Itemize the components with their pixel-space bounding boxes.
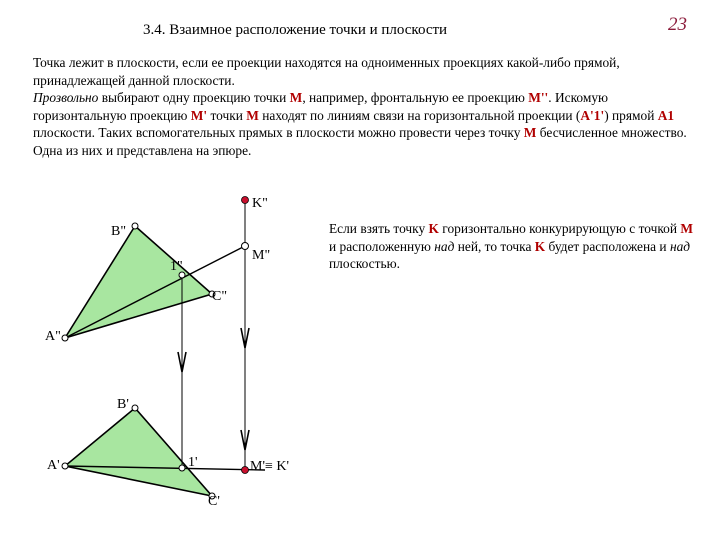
para-line1: Точка лежит в плоскости, если ее проекции находятся на одноименных проекциях какой-либо прямой, принадлежащей данной плоскости. bbox=[33, 55, 620, 88]
point-b2 bbox=[132, 223, 138, 229]
para-text: выбирают одну проекцию точки bbox=[98, 90, 290, 106]
point-m2 bbox=[242, 243, 249, 250]
note-point-k: K bbox=[534, 238, 546, 254]
para-point-m: M bbox=[246, 107, 259, 123]
label-m2: M" bbox=[252, 248, 271, 263]
page-title: 3.4. Взаимное расположение точки и плоскости bbox=[143, 22, 448, 38]
label-a2: A" bbox=[45, 329, 61, 344]
label-b1: B' bbox=[117, 397, 129, 412]
label-a1: A' bbox=[47, 458, 60, 473]
para-text: бесчисленное множество. Одна из них и представлена на эпюре. bbox=[33, 125, 687, 158]
para-text: , например, фронтальную ее проекцию bbox=[302, 90, 529, 106]
para-text: находят по линиям связи на горизонтальной проекции ( bbox=[258, 107, 581, 123]
page-number: 23 bbox=[668, 14, 687, 35]
para-text: . Искомую горизонтальную проекцию bbox=[33, 90, 609, 123]
para-point-m: M bbox=[289, 90, 303, 106]
para-text: ) прямой bbox=[604, 107, 658, 123]
point-k2 bbox=[242, 197, 249, 204]
label-mk1: M'≡ K' bbox=[250, 459, 289, 474]
note-text: будет расположена и bbox=[545, 238, 670, 254]
note-text: ней, то точка bbox=[454, 238, 535, 254]
point-a2 bbox=[62, 335, 68, 341]
note-italic-word: над bbox=[434, 238, 455, 254]
point-mk1 bbox=[242, 467, 249, 474]
point-a1 bbox=[62, 463, 68, 469]
para-text: плоскости. Таких вспомогательных прямых в плоскости можно провести через точку bbox=[33, 125, 524, 141]
point-11 bbox=[179, 465, 185, 471]
note-text: и расположенную bbox=[329, 238, 435, 254]
note-italic-word: над bbox=[669, 238, 691, 254]
note-point-m: M bbox=[680, 221, 694, 236]
note-text: горизонтально конкурирующую с точкой bbox=[438, 221, 681, 236]
para-text: точки bbox=[207, 107, 247, 123]
label-c2: C" bbox=[212, 289, 228, 304]
label-k2: K" bbox=[252, 196, 268, 211]
label-b2: B" bbox=[111, 224, 127, 239]
frontal-triangle bbox=[65, 226, 212, 338]
label-c1: C' bbox=[208, 494, 220, 509]
para-line-a1-proj: A'1' bbox=[580, 107, 605, 123]
para-point-m2: M'' bbox=[528, 90, 549, 106]
label-11: 1' bbox=[188, 455, 198, 470]
para-line-a1: A1 bbox=[657, 107, 675, 123]
point-b1 bbox=[132, 405, 138, 411]
horizontal-triangle bbox=[65, 408, 212, 496]
label-12: 1" bbox=[170, 259, 183, 274]
note-text: Если взять точку bbox=[329, 221, 429, 236]
para-point-m1: M' bbox=[190, 107, 208, 123]
note-text: плоскостью. bbox=[329, 256, 400, 272]
para-point-m: M bbox=[523, 125, 537, 141]
note-point-k: K bbox=[428, 221, 439, 236]
para-italic-word: Прозвольно bbox=[33, 90, 99, 106]
